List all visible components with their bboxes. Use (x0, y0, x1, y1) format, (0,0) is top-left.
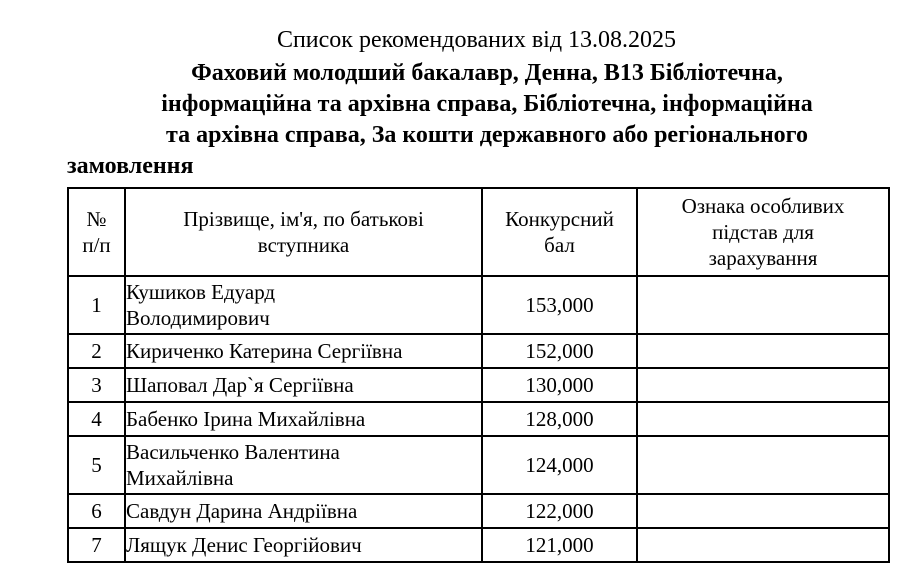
table-row (68, 436, 889, 494)
table-row (68, 494, 889, 528)
heading-line: інформаційна та архівна справа, Бібліотечна, інформаційна (161, 91, 813, 117)
row-grounds (637, 334, 889, 368)
row-score: 122,000 (482, 494, 637, 528)
header-name: Прізвище, ім'я, по батькові вступника (125, 188, 482, 276)
row-grounds (637, 368, 889, 402)
table-header-row (68, 188, 889, 276)
table-row (68, 402, 889, 436)
row-number: 4 (68, 402, 125, 436)
row-grounds (637, 402, 889, 436)
row-name: Лящук Денис Георгійович (125, 528, 482, 562)
row-score: 124,000 (482, 436, 637, 494)
applicants-table (67, 187, 890, 563)
row-number: 1 (68, 276, 125, 334)
row-number: 5 (68, 436, 125, 494)
row-score: 121,000 (482, 528, 637, 562)
header-grounds: Ознака особливих підстав для зарахування (637, 188, 889, 276)
row-grounds (637, 494, 889, 528)
table-row (68, 276, 889, 334)
row-score: 153,000 (482, 276, 637, 334)
row-score: 152,000 (482, 334, 637, 368)
header-score: Конкурсний бал (482, 188, 637, 276)
row-score: 128,000 (482, 402, 637, 436)
list-title: Список рекомендованих від 13.08.2025 (276, 27, 677, 53)
row-grounds (637, 436, 889, 494)
row-name: Кириченко Катерина Сергіївна (125, 334, 482, 368)
row-name: Бабенко Ірина Михайлівна (125, 402, 482, 436)
row-name: Кушиков Едуард Володимирович (125, 276, 482, 334)
row-grounds (637, 528, 889, 562)
row-number: 7 (68, 528, 125, 562)
row-name: Васильченко Валентина Михайлівна (125, 436, 482, 494)
row-grounds (637, 276, 889, 334)
heading-line: Фаховий молодший бакалавр, Денна, B13 Бібліотечна, (191, 60, 783, 86)
heading-line: замовлення (67, 153, 194, 179)
row-score: 130,000 (482, 368, 637, 402)
row-name: Савдун Дарина Андріївна (125, 494, 482, 528)
heading-line: та архівна справа, За кошти державного або регіонального (166, 122, 808, 148)
header-number: № п/п (68, 188, 125, 276)
row-number: 3 (68, 368, 125, 402)
table-row (68, 528, 889, 562)
table-row (68, 334, 889, 368)
row-number: 6 (68, 494, 125, 528)
table-row (68, 368, 889, 402)
row-number: 2 (68, 334, 125, 368)
program-heading (67, 58, 907, 182)
row-name: Шаповал Дар`я Сергіївна (125, 368, 482, 402)
